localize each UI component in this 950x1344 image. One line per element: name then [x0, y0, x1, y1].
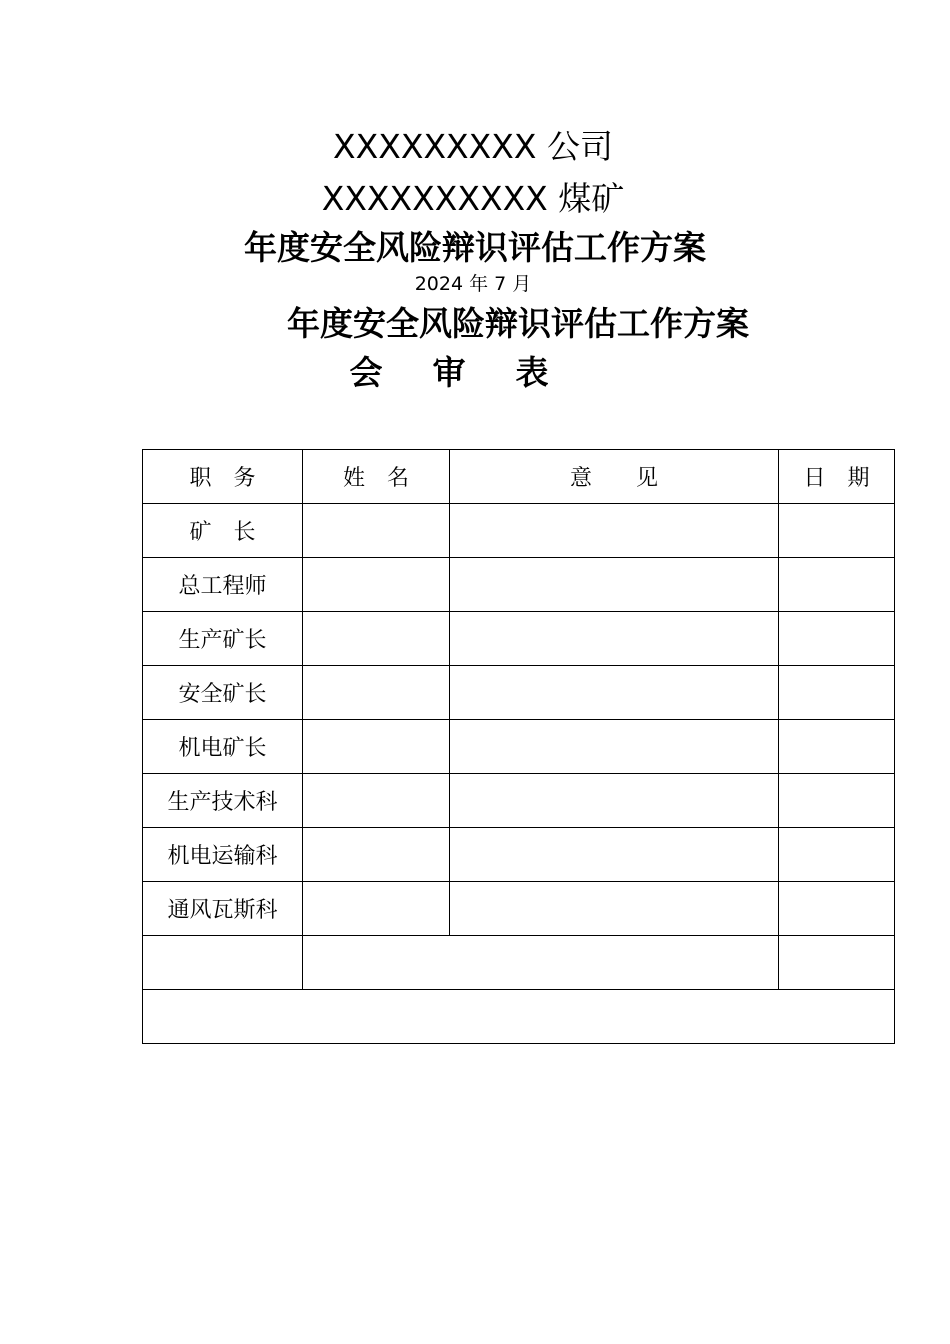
document-date: 2024 年 7 月 [414, 273, 532, 295]
header-opinion: 意 见 [450, 450, 779, 504]
mine-name: XXXXXXXXXX 煤矿 [321, 179, 625, 218]
name-cell[interactable] [303, 828, 450, 882]
company-name: XXXXXXXXX 公司 [333, 127, 613, 166]
position-cell: 矿 长 [143, 504, 303, 558]
date-cell[interactable] [779, 720, 895, 774]
date-cell[interactable] [779, 666, 895, 720]
position-cell: 安全矿长 [143, 666, 303, 720]
position-cell: 总工程师 [143, 558, 303, 612]
header-date: 日 期 [779, 450, 895, 504]
name-cell[interactable] [303, 558, 450, 612]
review-form-subtitle: 会审表 [349, 353, 599, 392]
name-cell[interactable] [303, 882, 450, 936]
position-cell: 生产技术科 [143, 774, 303, 828]
date-cell[interactable] [779, 612, 895, 666]
opinion-cell[interactable] [450, 720, 779, 774]
position-cell: 机电运输科 [143, 828, 303, 882]
date-cell[interactable] [779, 504, 895, 558]
table-row [143, 882, 895, 936]
position-cell: 通风瓦斯科 [143, 882, 303, 936]
table-row [143, 558, 895, 612]
blank-row-merged [143, 936, 895, 990]
table-row [143, 612, 895, 666]
blank-label-cell[interactable] [143, 936, 303, 990]
date-cell[interactable] [779, 774, 895, 828]
name-cell[interactable] [303, 504, 450, 558]
table-row [143, 774, 895, 828]
table-header-row [143, 450, 895, 504]
header-name: 姓 名 [303, 450, 450, 504]
date-cell[interactable] [779, 558, 895, 612]
review-form-title: 年度安全风险辩识评估工作方案 [287, 304, 749, 343]
opinion-cell[interactable] [450, 666, 779, 720]
table-row [143, 720, 895, 774]
name-cell[interactable] [303, 666, 450, 720]
date-cell[interactable] [779, 828, 895, 882]
table-row [143, 828, 895, 882]
name-cell[interactable] [303, 774, 450, 828]
review-table [142, 449, 895, 1044]
blank-merged-cell[interactable] [303, 936, 779, 990]
blank-row-full [143, 990, 895, 1044]
position-cell: 生产矿长 [143, 612, 303, 666]
table-row [143, 666, 895, 720]
blank-full-width-cell[interactable] [143, 990, 895, 1044]
header-position: 职 务 [143, 450, 303, 504]
document-title: 年度安全风险辩识评估工作方案 [244, 228, 706, 267]
opinion-cell[interactable] [450, 882, 779, 936]
position-cell: 机电矿长 [143, 720, 303, 774]
opinion-cell[interactable] [450, 774, 779, 828]
opinion-cell[interactable] [450, 828, 779, 882]
table-row [143, 504, 895, 558]
name-cell[interactable] [303, 720, 450, 774]
name-cell[interactable] [303, 612, 450, 666]
blank-date-cell[interactable] [779, 936, 895, 990]
opinion-cell[interactable] [450, 504, 779, 558]
opinion-cell[interactable] [450, 612, 779, 666]
date-cell[interactable] [779, 882, 895, 936]
opinion-cell[interactable] [450, 558, 779, 612]
